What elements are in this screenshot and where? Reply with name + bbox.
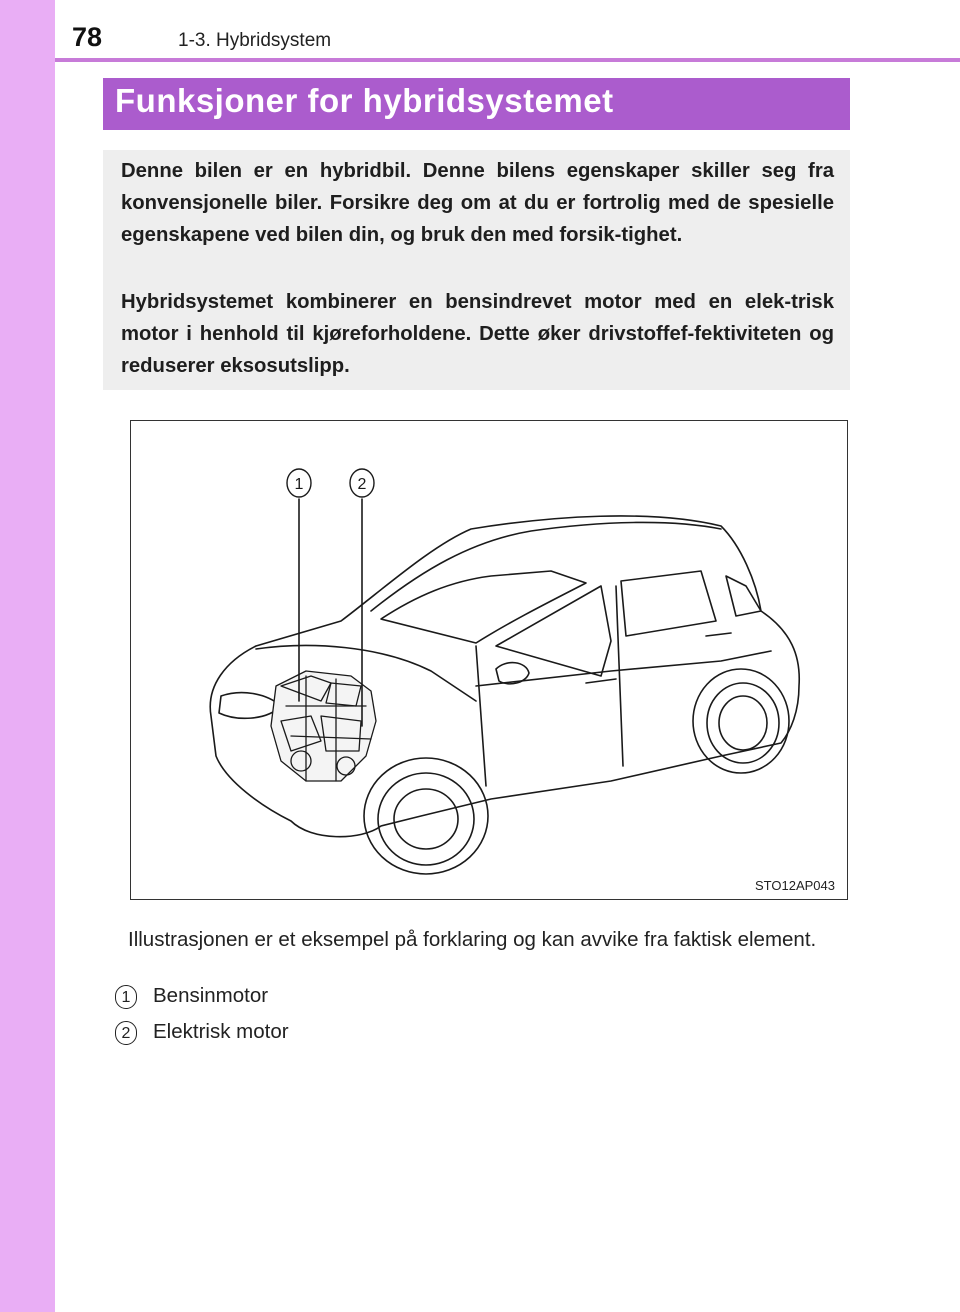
- front-door-handle: [586, 679, 616, 683]
- roof-line: [371, 522, 721, 611]
- intro-paragraph-2: Hybridsystemet kombinerer en bensindrevet motor med en elek-trisk motor i henhold til kjøreforholdene. Dette øker drivstoffef-fektiviteten og reduserer eksosutslipp.: [121, 291, 834, 377]
- callout-2-label: 2: [357, 476, 367, 493]
- section-label: 1-3. Hybridsystem: [178, 30, 332, 51]
- belt-line: [476, 651, 771, 686]
- page-title: Funksjoner for hybridsystemet: [115, 82, 614, 119]
- headlight: [219, 693, 281, 719]
- front-door-line: [476, 646, 486, 786]
- rear-side-window: [621, 571, 716, 636]
- front-wheel-arch: [364, 758, 488, 874]
- legend-number-2: 2: [115, 1021, 137, 1045]
- front-wheel: [378, 773, 474, 865]
- rear-door-handle: [706, 633, 731, 636]
- side-mirror: [496, 663, 529, 684]
- hybrid-car-drawing: [131, 421, 847, 899]
- figure-code: STO12AP043: [755, 878, 835, 893]
- callout-1-label: 1: [294, 476, 304, 493]
- figure-caption: Illustrasjonen er et eksempel på forklaring og kan avvike fra faktisk element.: [128, 928, 817, 951]
- rear-door-line: [616, 586, 623, 766]
- rear-wheel-hub: [719, 696, 767, 750]
- intro-paragraph-1: Denne bilen er en hybridbil. Denne bilens egenskaper skiller seg fra konvensjonelle biler. Forsikre deg om at du er fortrolig med de spesielle egenskapene ved bilen din, og bruk den med forsik-tighet.: [121, 160, 834, 246]
- front-wheel-hub: [394, 789, 458, 849]
- engine-assembly: [271, 671, 376, 781]
- rear-quarter-window: [726, 576, 761, 616]
- header-rule: [55, 58, 960, 62]
- side-band: [0, 0, 55, 1312]
- page-number: 78: [72, 22, 103, 52]
- legend-label-2: Elektrisk motor: [153, 1020, 289, 1043]
- car-illustration: [130, 420, 848, 900]
- legend-label-1: Bensinmotor: [153, 984, 269, 1007]
- legend-number-1: 1: [115, 985, 137, 1009]
